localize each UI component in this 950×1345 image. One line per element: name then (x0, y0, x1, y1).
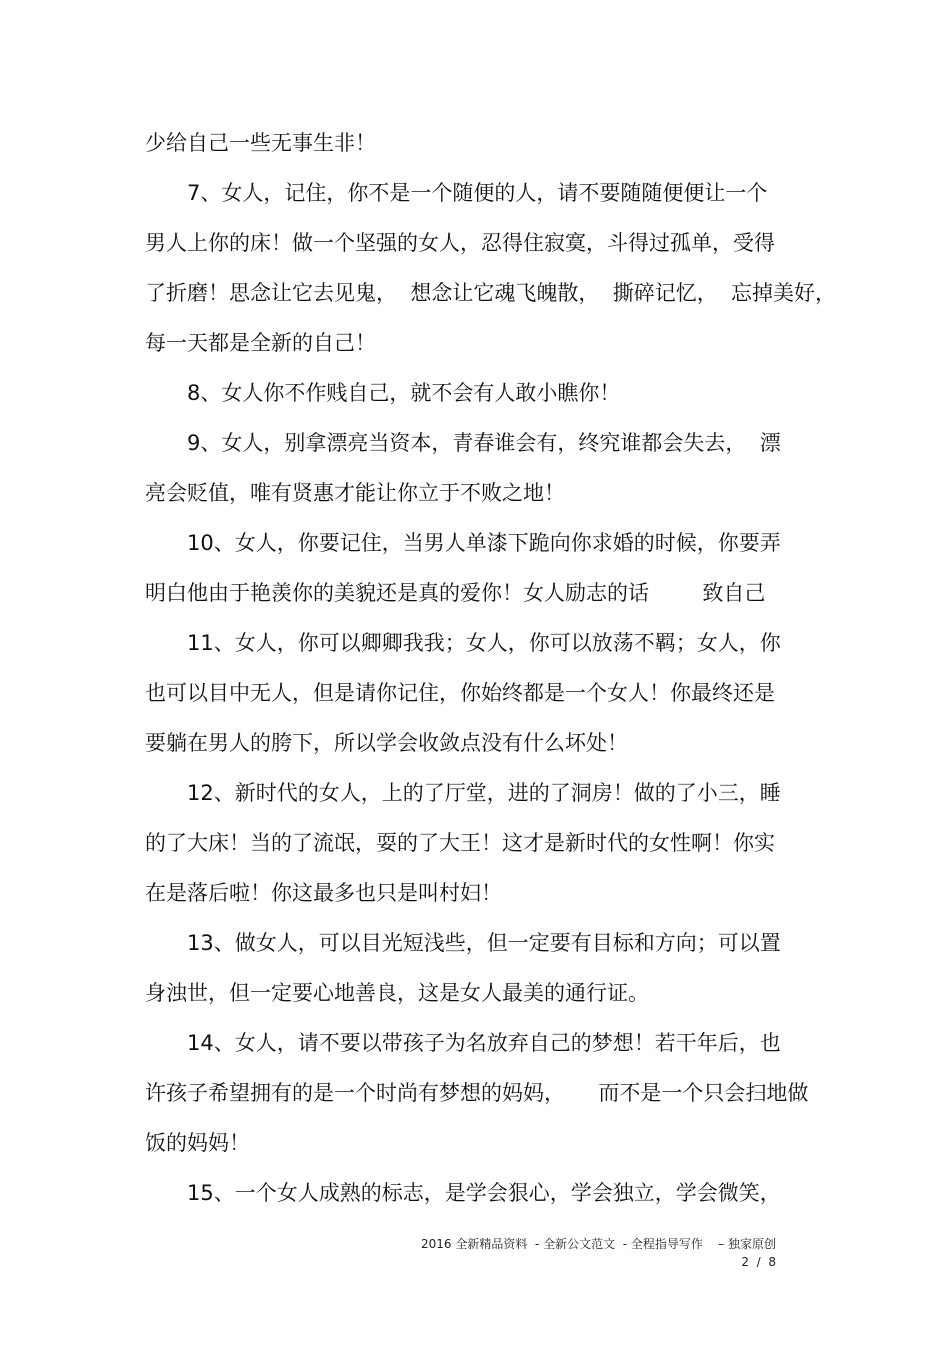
text-line: 饭的妈妈！ (145, 1131, 250, 1155)
text-line: 12、新时代的女人，上的了厅堂，进的了洞房！做的了小三，睡 (187, 781, 781, 805)
text-line: 也可以目中无人，但是请你记住，你始终都是一个女人！你最终还是 (145, 681, 775, 705)
text-line: 13、做女人，可以目光短浅些，但一定要有目标和方向；可以置 (187, 931, 781, 955)
text-line: 要躺在男人的胯下，所以学会收敛点没有什么坏处！ (145, 731, 628, 755)
text-line: 身浊世，但一定要心地善良，这是女人最美的通行证。 (145, 981, 649, 1005)
text-line: 少给自己一些无事生非！ (145, 131, 376, 155)
footer-text: 2016 全新精品资料 - 全新公文范文 - 全程指导写作 – 独家原创 (421, 1237, 776, 1251)
page-number: 2 / 8 (741, 1255, 776, 1269)
text-line: 8、女人你不作贱自己，就不会有人敢小瞧你！ (187, 381, 621, 405)
text-line: 每一天都是全新的自己！ (145, 331, 376, 355)
text-line: 的了大床！当的了流氓，耍的了大王！这才是新时代的女性啊！你实 (145, 831, 775, 855)
text-line: 在是落后啦！你这最多也只是叫村妇！ (145, 881, 502, 905)
text-line: 男人上你的床！做一个坚强的女人，忍得住寂寞，斗得过孤单，受得 (145, 231, 775, 255)
text-line: 了折磨！思念让它去见鬼， 想念让它魂飞魄散， 撕碎记忆， 忘掉美好， (145, 281, 837, 305)
text-line: 11、女人，你可以卿卿我我；女人，你可以放荡不羁；女人，你 (187, 631, 781, 655)
text-line: 7、女人，记住，你不是一个随便的人，请不要随随便便让一个 (187, 181, 768, 205)
text-line: 亮会贬值，唯有贤惠才能让你立于不败之地！ (145, 481, 565, 505)
text-line: 明白他由于艳羡你的美貌还是真的爱你！女人励志的话 致自己 (145, 581, 766, 605)
text-line: 15、一个女人成熟的标志，是学会狠心，学会独立，学会微笑， (187, 1181, 781, 1205)
body-text (145, 118, 837, 1218)
text-line: 许孩子希望拥有的是一个时尚有梦想的妈妈， 而不是一个只会扫地做 (145, 1081, 809, 1105)
text-line: 10、女人，你要记住，当男人单漆下跪向你求婚的时候，你要弄 (187, 531, 781, 555)
text-line: 14、女人，请不要以带孩子为名放弃自己的梦想！若干年后，也 (187, 1031, 781, 1055)
text-line: 9、女人，别拿漂亮当资本，青春谁会有，终究谁都会失去， 漂 (187, 431, 781, 455)
